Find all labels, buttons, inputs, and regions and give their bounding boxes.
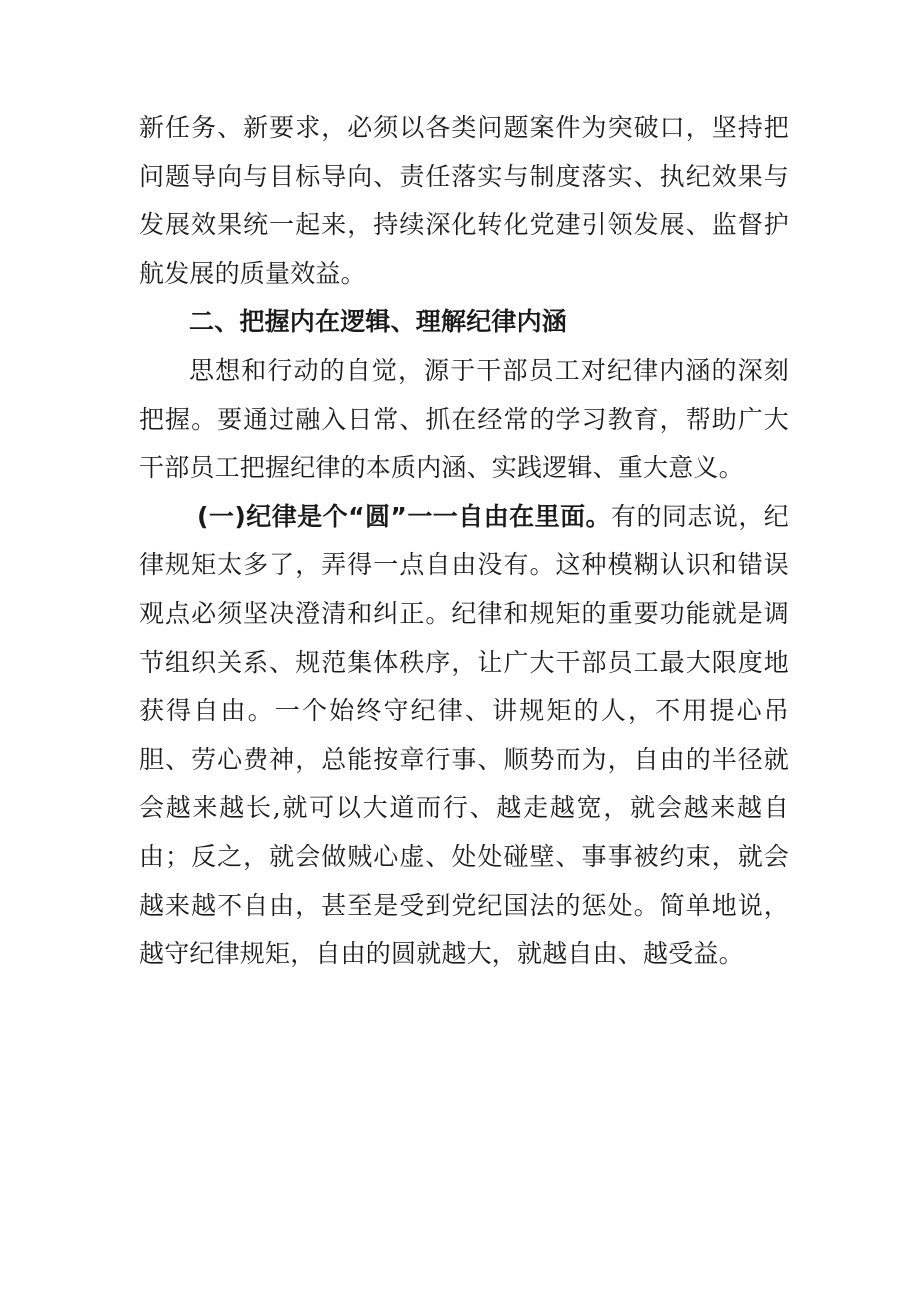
subsection-body: 有的同志说，纪律规矩太多了，弄得一点自由没有。这种模糊认识和错误观点必须坚决澄清和纠正。纪律和规矩的重要功能就是调节组织关系、规范集体秩序，让广大干部员工最大限度地获得自由。一个始终守纪律、讲规矩的人，不用提心吊胆、劳心费神，总能按章行事、顺势而为，自由的半径就会越来越长,就可以大道而行、越走越宽，就会越来越自由；反之，就会做贼心虚、处处碰壁、事事被约束，就会越来越不自由，甚至是受到党纪国法的惩处。简单地说，越守纪律规矩，自由的圆就越大，就越自由、越受益。 — [139, 501, 789, 969]
document-body — [139, 104, 789, 979]
paragraph-intro: 思想和行动的自觉，源于干部员工对纪律内涵的深刻把握。要通过融入日常、抓在经常的学习教育，帮助广大干部员工把握纪律的本质内涵、实践逻辑、重大意义。 — [139, 355, 789, 483]
paragraph-subsection — [139, 493, 789, 979]
subsection-heading: (一)纪律是个“圆”一一自由在里面。 — [197, 501, 612, 531]
paragraph-continuation: 新任务、新要求，必须以各类问题案件为突破口，坚持把问题导向与目标导向、责任落实与制度落实、执纪效果与发展效果统一起来，持续深化转化党建引领发展、监督护航发展的质量效益。 — [139, 113, 789, 288]
section-heading: 二、把握内在逻辑、理解纪律内涵 — [189, 307, 568, 337]
